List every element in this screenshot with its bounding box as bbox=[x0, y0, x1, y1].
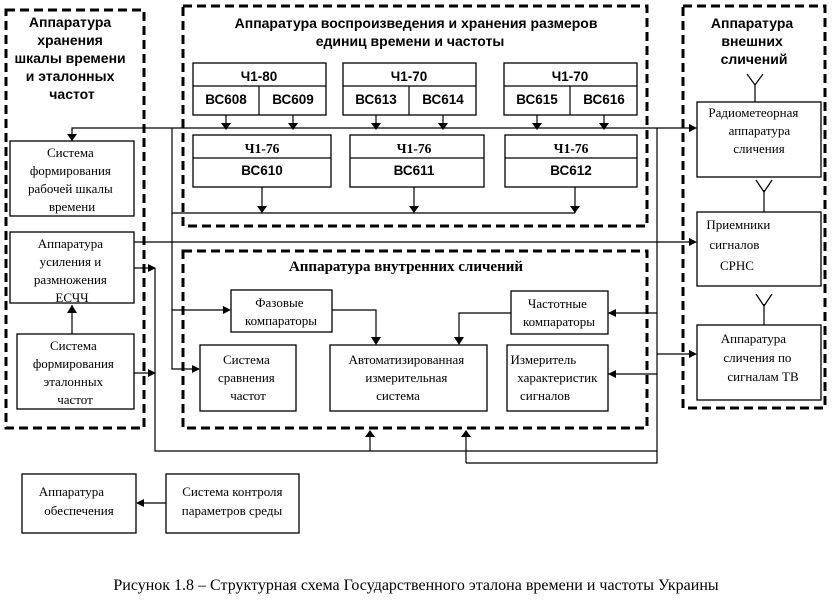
receivers-line: Приемники bbox=[706, 217, 771, 232]
device-model: Ч1-76 bbox=[244, 141, 280, 156]
supply-line: обеспечения bbox=[44, 503, 114, 518]
antenna-icon bbox=[756, 180, 772, 212]
receivers-line: СРНС bbox=[720, 258, 754, 273]
device-model: Ч1-70 bbox=[390, 69, 428, 84]
device-unit: ВС612 bbox=[550, 163, 592, 178]
freq-compare-line: Система bbox=[222, 352, 270, 367]
external-title-line: Аппаратура bbox=[710, 15, 794, 31]
external-title-line: сличений bbox=[720, 51, 788, 67]
freq-compare-line: частот bbox=[230, 388, 266, 403]
automated-line: измерительная bbox=[365, 370, 448, 385]
storage-group-title bbox=[14, 14, 129, 102]
tv-line: сигналам ТВ bbox=[727, 369, 799, 384]
device-unit: ВС614 bbox=[422, 92, 464, 107]
frequency-line: Частотные bbox=[527, 296, 587, 311]
supply-line: Аппаратура bbox=[38, 484, 105, 499]
storage-title-line: Аппаратура bbox=[28, 14, 112, 30]
time-scale-line: времени bbox=[48, 199, 96, 214]
meter-line: характеристик bbox=[517, 370, 598, 385]
storage-title-line: частот bbox=[49, 86, 95, 102]
device-ch1-76-a bbox=[193, 135, 331, 187]
device-ch1-80 bbox=[193, 63, 326, 115]
tv-line: Аппаратура bbox=[720, 331, 787, 346]
figure-caption: Рисунок 1.8 – Структурная схема Государственного эталона времени и частоты Украины bbox=[113, 577, 719, 594]
device-ch1-70-b bbox=[504, 63, 637, 115]
storage-title-line: хранения bbox=[37, 32, 103, 48]
antenna-icon bbox=[756, 294, 772, 325]
amplification-line: Аппаратура bbox=[37, 236, 104, 251]
reference-frequency-line: эталонных bbox=[43, 374, 104, 389]
environment-line: Система контроля bbox=[182, 484, 283, 499]
device-unit: ВС615 bbox=[516, 92, 558, 107]
device-model: Ч1-80 bbox=[240, 69, 278, 84]
device-ch1-76-c bbox=[505, 135, 637, 187]
environment-line: параметров среды bbox=[181, 503, 283, 518]
device-unit: ВС611 bbox=[393, 163, 435, 178]
freq-compare-line: сравнения bbox=[217, 370, 275, 385]
device-unit: ВС613 bbox=[355, 92, 397, 107]
antenna-icon bbox=[747, 74, 763, 102]
reference-frequency-line: формирования bbox=[32, 356, 114, 371]
tv-comparison-label bbox=[721, 331, 799, 384]
automated-line: Автоматизированная bbox=[348, 352, 465, 367]
time-scale-line: рабочей шкалы bbox=[27, 181, 113, 196]
external-group-title bbox=[711, 15, 797, 67]
reproduction-title-line: единиц времени и частоты bbox=[315, 33, 505, 49]
device-model: Ч1-76 bbox=[396, 141, 432, 156]
external-title-line: внешних bbox=[721, 33, 783, 49]
amplification-line: размножения bbox=[33, 272, 107, 287]
device-unit: ВС616 bbox=[583, 92, 625, 107]
amplification-line: ЕСЧЧ bbox=[55, 290, 89, 305]
device-unit: ВС610 bbox=[241, 163, 283, 178]
radiometeor-line: аппаратура bbox=[728, 123, 791, 138]
radiometeor-line: Радиометеорная bbox=[708, 105, 799, 120]
frequency-line: компараторы bbox=[522, 314, 596, 329]
reproduction-title-line: Аппаратура воспроизведения и хранения размеров bbox=[234, 15, 598, 31]
device-ch1-70-a bbox=[343, 63, 476, 115]
time-scale-line: Система bbox=[46, 145, 94, 160]
device-unit: ВС608 bbox=[205, 92, 247, 107]
receivers-line: сигналов bbox=[709, 237, 760, 252]
storage-title-line: шкалы времени bbox=[14, 50, 126, 66]
meter-line: Измеритель bbox=[510, 352, 577, 367]
device-unit: ВС609 bbox=[272, 92, 314, 107]
meter-line: сигналов bbox=[519, 388, 571, 403]
reference-frequency-line: Система bbox=[49, 338, 97, 353]
tv-line: сличения по bbox=[723, 350, 792, 365]
storage-title-line: и эталонных bbox=[25, 68, 115, 84]
device-model: Ч1-70 bbox=[551, 69, 589, 84]
time-scale-line: формирования bbox=[29, 163, 111, 178]
phase-line: Фазовые bbox=[255, 295, 304, 310]
automated-line: система bbox=[376, 388, 420, 403]
phase-line: компараторы bbox=[244, 313, 318, 328]
reference-frequency-line: частот bbox=[57, 392, 93, 407]
amplification-line: усиления и bbox=[39, 254, 102, 269]
radiometeor-line: сличения bbox=[733, 141, 785, 156]
internal-group-title: Аппаратура внутренних сличений bbox=[288, 259, 524, 275]
reproduction-group-title bbox=[235, 15, 602, 49]
device-model: Ч1-76 bbox=[553, 141, 589, 156]
device-ch1-76-b bbox=[350, 135, 484, 187]
